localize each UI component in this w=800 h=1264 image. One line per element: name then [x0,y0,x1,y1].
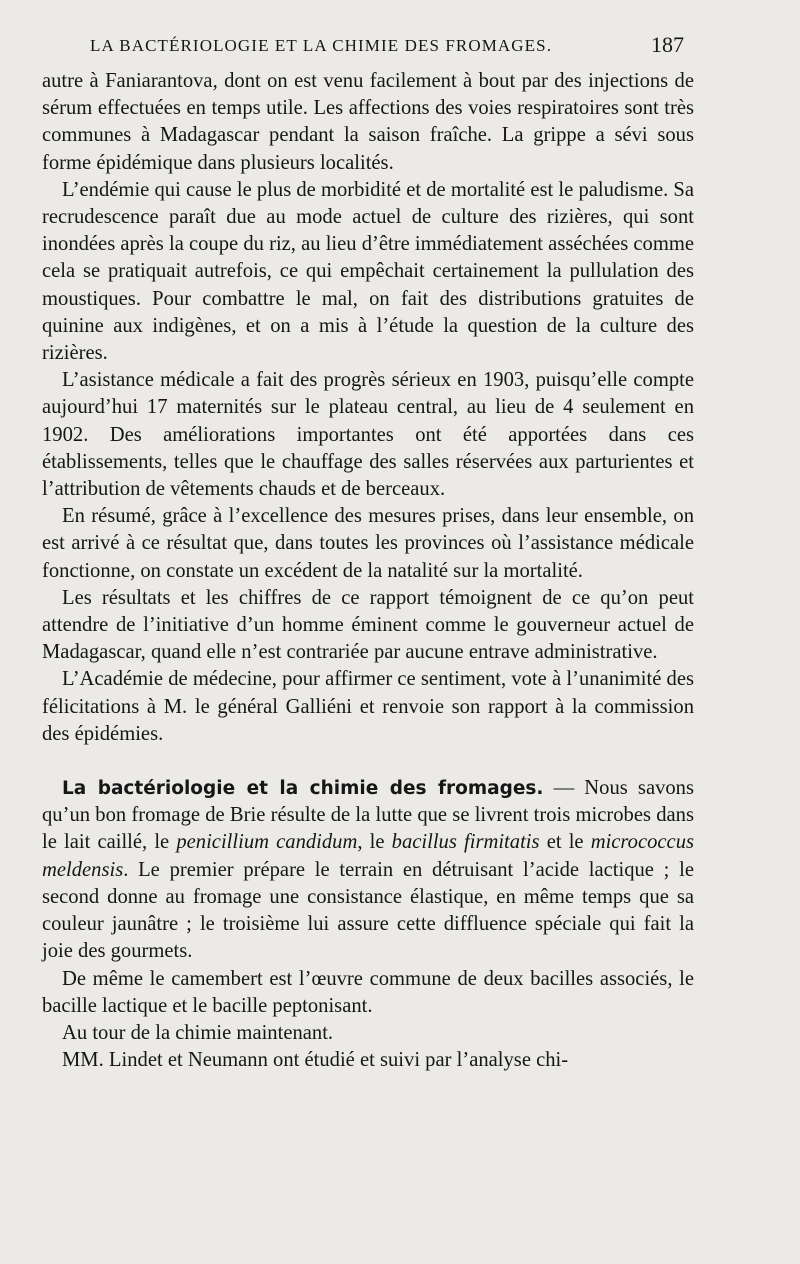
paragraph-lindet-neumann: MM. Lindet et Neumann ont étudié et suivi par l’analyse chi- [62,1049,569,1072]
section-rest-text: . Le premier prépare le terrain en détruisant l’acide lactique ; le second donne au fromage une consistance élastique, en même temps que sa couleur jaunâtre ; le troisième lui assure cette diffluence spéciale qui fait la joie des gourmets. [42,858,694,963]
running-header [90,34,690,60]
separator-2: et le [539,831,591,854]
paragraph-resume: En résumé, grâce à l’excellence des mesures prises, dans leur ensemble, on est arrivé à ce résultat que, dans toutes les provinces où l’assistance médicale fonctionne, on constate un excédent de la natalité sur la mortalité. [42,505,694,582]
section-intro-text: — Nous savons qu’un bon fromage de Brie résulte de la lutte que se livrent trois microbes dans le lait caillé, le [42,777,694,854]
paragraph-assistance-medicale: L’asistance médicale a fait des progrès sérieux en 1903, puisqu’elle compte aujourd’hui 17 maternités sur le plateau central, au lieu de 4 seulement en 1902. Des améliorations importantes ont été apportées dans ces établissements, telles que le chauffage des salles réservées aux parturientes et l’attribution de vêtements chauds et de berceaux. [42,369,694,501]
paragraph-continued: autre à Faniarantova, dont on est venu facilement à bout par des injections de sérum effectuées en temps utile. Les affections des voies respiratoires sont très communes à Madagascar pendant la saison fraîche. La grippe a sévi sous forme épidémique dans plusieurs localités. [42,70,694,174]
paragraph-academie: L’Académie de médecine, pour affirmer ce sentiment, vote à l’unanimité des félicitations à M. le général Galliéni et renvoie son rapport à la commission des épidémies. [42,668,694,745]
paragraph-camembert: De même le camembert est l’œuvre commune de deux bacilles associés, le bacille lactique et le bacille peptonisant. [42,967,694,1017]
section-paragraph-fromages [42,775,694,965]
paragraph-paludisme: L’endémie qui cause le plus de morbidité et de mortalité est le paludisme. Sa recrudescence paraît due au mode actuel de culture des rizières, qui sont inondées après la coupe du riz, au lieu d’être immédiatement asséchées comme cela se pratiquait autrefois, ce qui empêchait certainement la pullulation des moustiques. Pour combattre le mal, on fait des distributions gratuites de quinine aux indigènes, et on a mis à l’étude la question de la culture des rizières. [42,178,694,365]
running-title: LA BACTÉRIOLOGIE ET LA CHIMIE DES FROMAGES. [90,36,553,55]
microbe-bacillus: bacillus firmitatis [391,831,540,854]
microbe-penicillium: penicillium candidum [176,831,358,854]
page-number: 187 [651,32,684,57]
paragraph-chimie: Au tour de la chimie maintenant. [62,1021,334,1044]
body-text [42,68,694,1074]
section-title: La bactériologie et la chimie des fromages. [62,778,544,800]
separator-1: , le [357,831,392,854]
microbe-micrococcus: micrococcus meldensis [42,831,695,881]
paragraph-resultats: Les résultats et les chiffres de ce rapport témoignent de ce qu’on peut attendre de l’initiative d’un homme éminent comme le gouverneur actuel de Madagascar, quand elle n’est contrariée par aucune entrave administrative. [42,586,694,664]
